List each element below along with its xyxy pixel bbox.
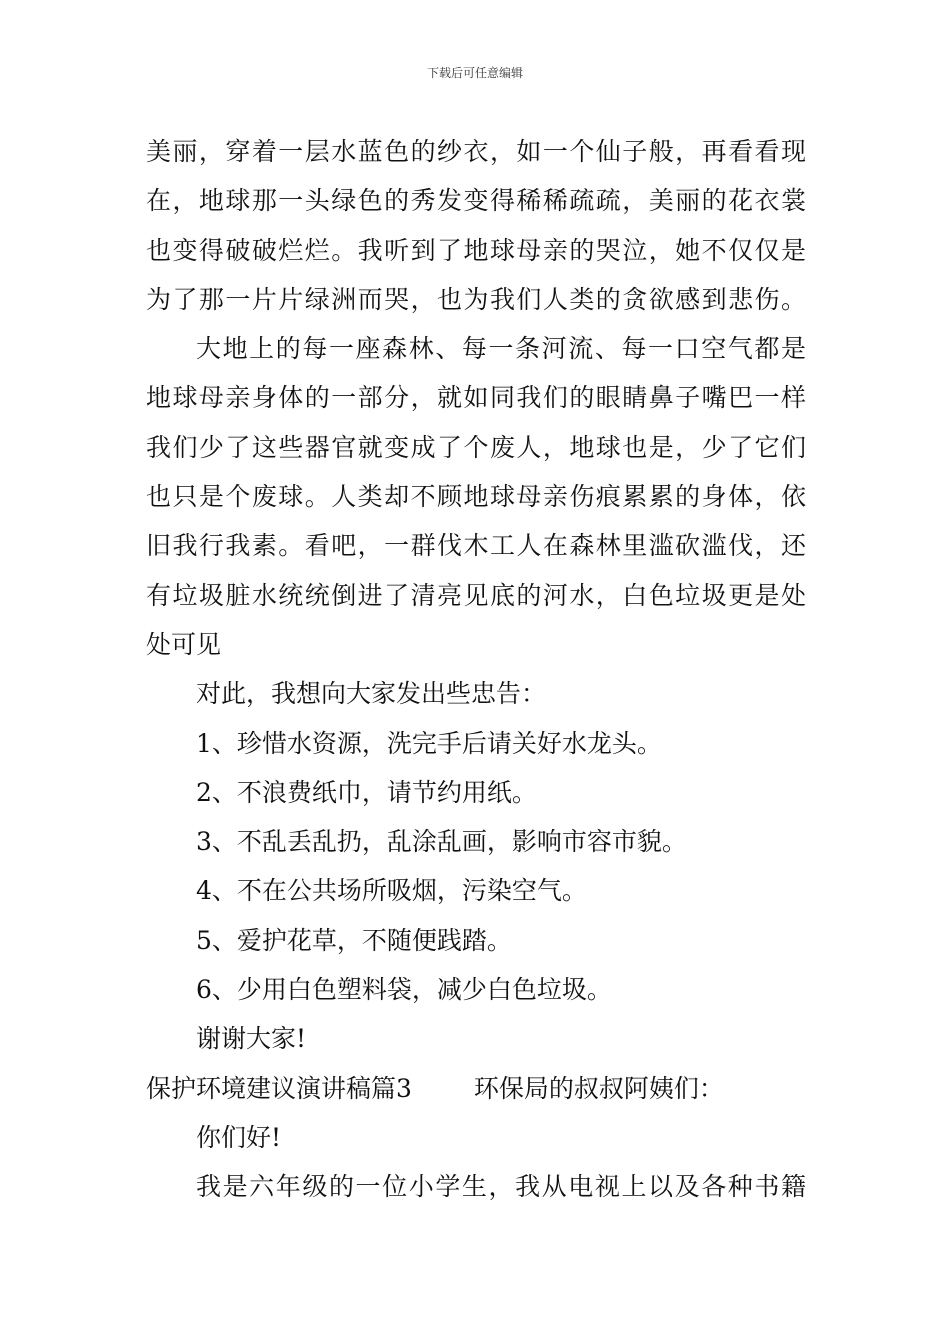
text-line: 美丽，穿着一层水蓝色的纱衣，如一个仙子般，再看看现 xyxy=(146,137,806,166)
text-line: 有垃圾脏水统统倒进了清亮见底的河水，白色垃圾更是处 xyxy=(146,580,806,610)
text-line: 地球母亲身体的一部分，就如同我们的眼睛鼻子嘴巴一样 xyxy=(146,383,806,413)
advice-intro: 对此，我想向大家发出些忠告： xyxy=(196,679,547,709)
document-body xyxy=(146,127,806,1212)
text-line: 在，地球那一头绿色的秀发变得稀稀疏疏，美丽的花衣裳 xyxy=(146,186,806,216)
text-line: 我们少了这些器官就变成了个废人，地球也是，少了它们 xyxy=(146,432,806,462)
paragraph-3-first-line: 我是六年级的一位小学生，我从电视上以及各种书籍 xyxy=(196,1172,806,1202)
text-line: 处可见 xyxy=(146,629,222,659)
salutation: 环保局的叔叔阿姨们： xyxy=(473,1073,724,1103)
paragraph-2 xyxy=(146,324,806,669)
list-item: 6、少用白色塑料袋，减少白色垃圾。 xyxy=(196,975,612,1005)
greeting-line: 你们好! xyxy=(196,1122,282,1152)
page-header-note: 下载后可任意编辑 xyxy=(426,66,523,80)
paragraph-1 xyxy=(146,127,806,324)
list-item: 3、不乱丢乱扔，乱涂乱画，影响市容市貌。 xyxy=(196,827,687,857)
advice-list xyxy=(146,719,806,1015)
list-item: 2、不浪费纸巾，请节约用纸。 xyxy=(196,777,537,807)
list-item: 4、不在公共场所吸烟，污染空气。 xyxy=(196,876,587,906)
list-item: 5、爱护花草，不随便践踏。 xyxy=(196,925,512,955)
text-line: 大地上的每一座森林、每一条河流、每一口空气都是 xyxy=(196,334,806,364)
text-line: 为了那一片片绿洲而哭，也为我们人类的贪欲感到悲伤。 xyxy=(146,284,806,314)
text-line: 也只是个废球。人类却不顾地球母亲伤痕累累的身体，依 xyxy=(146,482,806,512)
text-line: 也变得破破烂烂。我听到了地球母亲的哭泣，她不仅仅是 xyxy=(146,235,806,265)
section-heading-line xyxy=(146,1064,806,1113)
thanks-line: 谢谢大家! xyxy=(196,1024,307,1054)
section-title: 保护环境建议演讲稿篇3 xyxy=(146,1073,412,1103)
text-line: 旧我行我素。看吧，一群伐木工人在森林里滥砍滥伐，还 xyxy=(146,531,806,561)
list-item: 1、珍惜水资源，洗完手后请关好水龙头。 xyxy=(196,728,662,758)
